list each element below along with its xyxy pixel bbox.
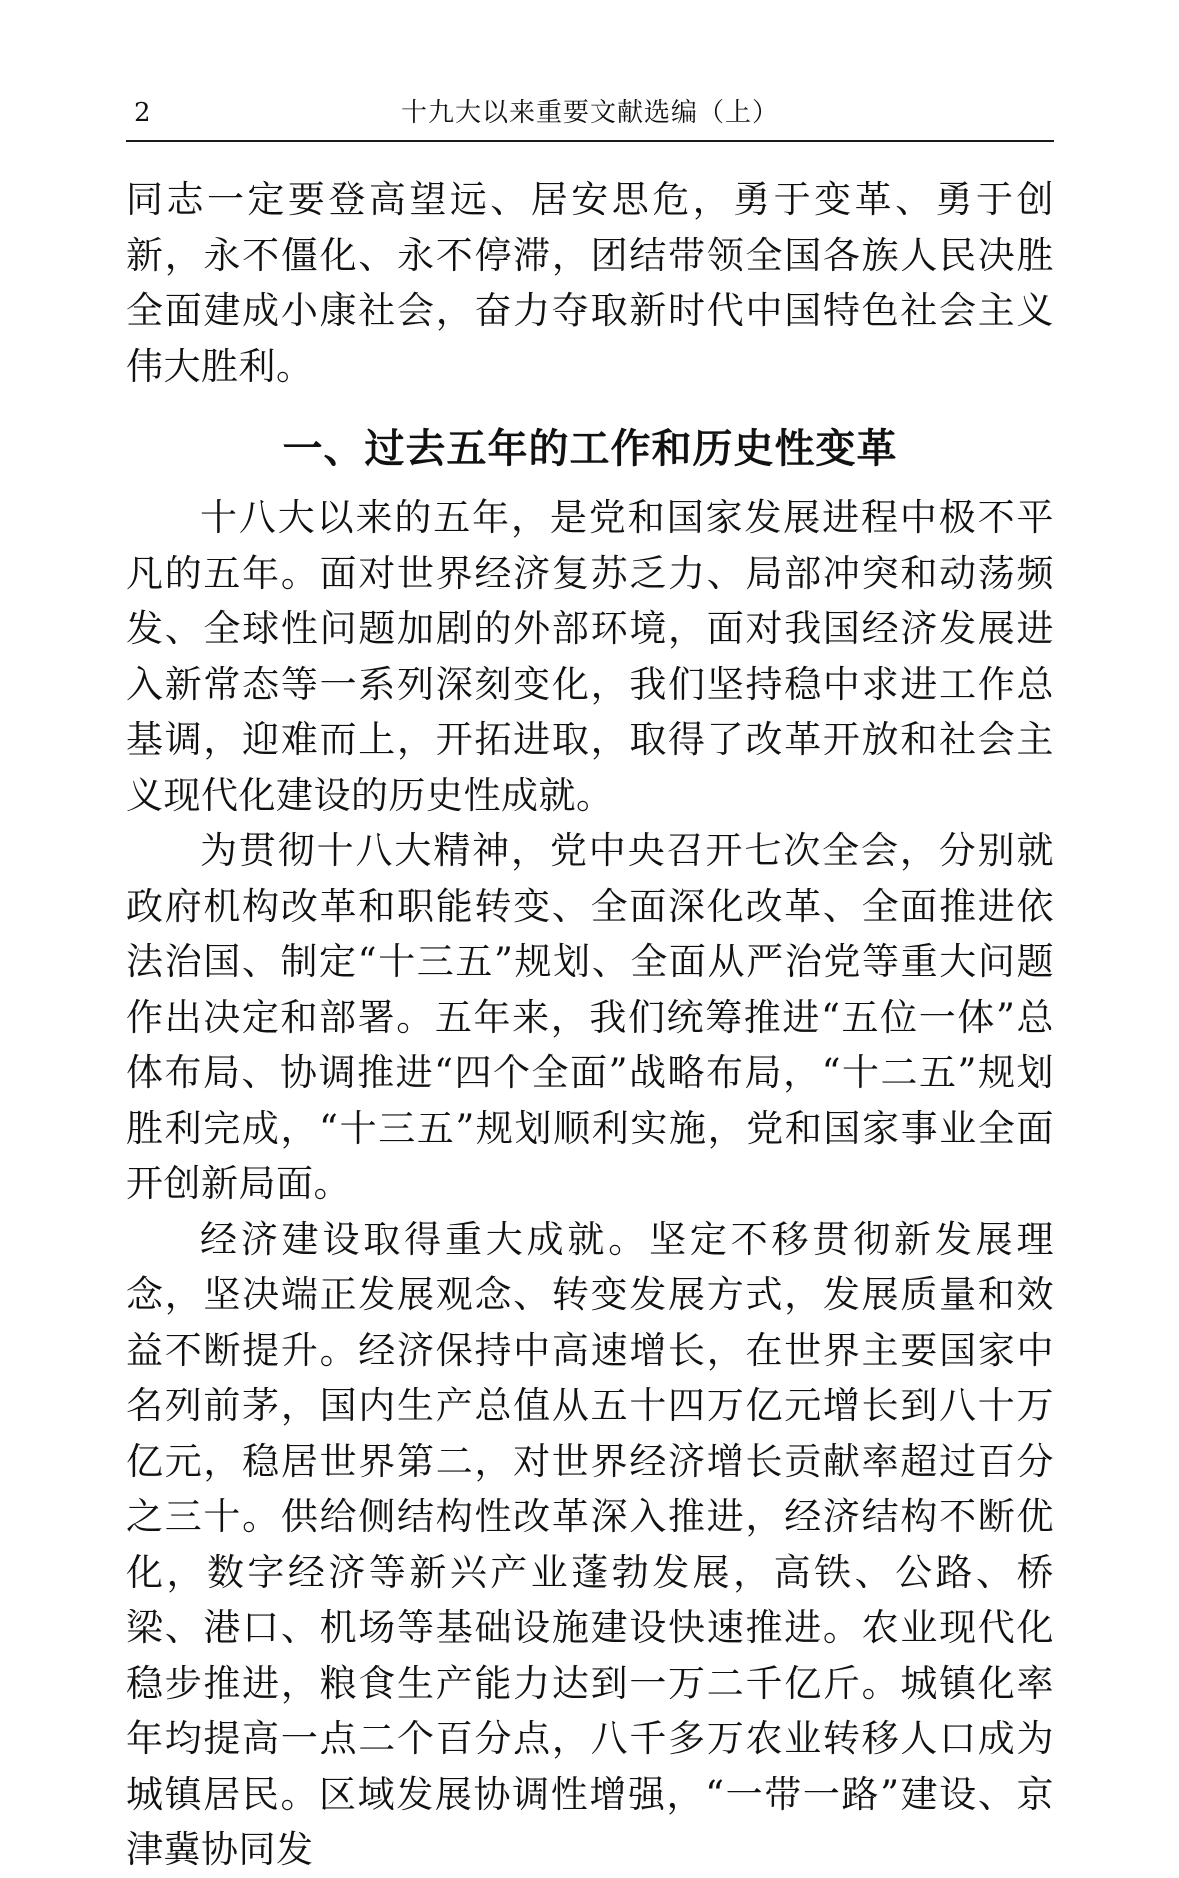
section-heading: 一、过去五年的工作和历史性变革 bbox=[282, 426, 898, 473]
body-paragraph: 十八大以来的五年，是党和国家发展进程中极不平凡的五年。面对世界经济复苏乏力、局部冲突和动荡频发、全球性问题加剧的外部环境，面对我国经济发展进入新常态等一系列深刻变化，我们坚持稳中求进工作总基调，迎难而上，开拓进取，取得了改革开放和社会主义现代化建设的历史性成就。 bbox=[126, 496, 1054, 817]
intro-paragraph: 同志一定要登高望远、居安思危，勇于变革、勇于创新，永不僵化、永不停滞，团结带领全国各族人民决胜全面建成小康社会，奋力夺取新时代中国特色社会主义伟大胜利。 bbox=[126, 178, 1054, 388]
page-number: 2 bbox=[134, 98, 151, 128]
body-paragraph: 经济建设取得重大成就。坚定不移贯彻新发展理念，坚决端正发展观念、转变发展方式，发展质量和效益不断提升。经济保持中高速增长，在世界主要国家中名列前茅，国内生产总值从五十四万亿元增长到八十万亿元，稳居世界第二，对世界经济增长贡献率超过百分之三十。供给侧结构性改革深入推进，经济结构不断优化，数字经济等新兴产业蓬勃发展，高铁、公路、桥梁、港口、机场等基础设施建设快速推进。农业现代化稳步推进，粮食生产能力达到一万二千亿斤。城镇化率年均提高一点二个百分点，八千多万农业转移人口成为城镇居民。区域发展协调性增强，“一带一路”建设、京津冀协同发 bbox=[126, 1217, 1054, 1871]
body-paragraph: 为贯彻十八大精神，党中央召开七次全会，分别就政府机构改革和职能转变、全面深化改革、全面推进依法治国、制定“十三五”规划、全面从严治党等重大问题作出决定和部署。五年来，我们统筹推进“五位一体”总体布局、协调推进“四个全面”战略布局，“十二五”规划胜利完成，“十三五”规划顺利实施，党和国家事业全面开创新局面。 bbox=[126, 829, 1054, 1205]
book-title: 十九大以来重要文献选编（上） bbox=[400, 98, 779, 128]
running-header bbox=[126, 92, 1054, 142]
intro-text-block bbox=[126, 172, 1054, 394]
section-body bbox=[126, 490, 1054, 1878]
